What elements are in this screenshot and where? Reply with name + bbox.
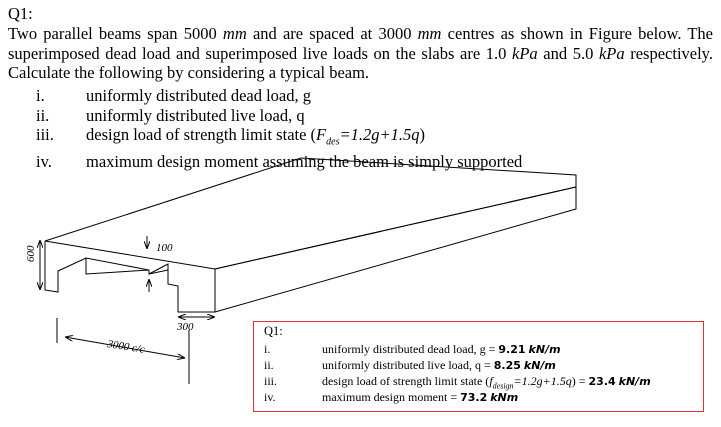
slab-side-face bbox=[215, 187, 576, 312]
beam-front-face bbox=[45, 241, 215, 312]
slab-top-face bbox=[45, 158, 576, 269]
answer-item: iii. design load of strength limit state $(f_{design}=1.2g+1.5q) = 23.4$ kN/m bbox=[264, 374, 651, 391]
answer-item: iv. maximum design moment = 73.2 kNm bbox=[264, 390, 519, 404]
list-item: i. uniformly distributed dead load, g bbox=[36, 86, 311, 105]
answer-item: ii. uniformly distributed live load, q = 8.25 kN/m bbox=[264, 358, 556, 372]
label-width: 300 bbox=[177, 321, 194, 333]
label-slab: 100 bbox=[156, 242, 173, 254]
list-item: ii. uniformly distributed live load, q bbox=[36, 105, 305, 125]
answer-box bbox=[253, 321, 704, 412]
list-item: iv. maximum design moment assuming the beam is simply supported bbox=[36, 151, 523, 171]
question-intro: Two parallel beams span 5000 mm and are spaced at 3000 mm centres as shown in Figure below. The superimposed dead load and superimposed live loads on the slabs are 1.0 kPa and 5.0 kPa respectively. Calculate the following by considering a typical beam. bbox=[8, 24, 713, 82]
question-label: Q1: bbox=[8, 4, 33, 23]
label-depth: 600 bbox=[25, 245, 37, 262]
label-spacing: 3000 c/c bbox=[106, 338, 146, 356]
answer-label: Q1: bbox=[264, 324, 283, 338]
list-item: iii. design load of strength limit state $(F_{des}=1.2g+1.5q)$ bbox=[36, 125, 426, 148]
answer-item: i. uniformly distributed dead load, g = 9.21 kN/m bbox=[264, 342, 561, 356]
